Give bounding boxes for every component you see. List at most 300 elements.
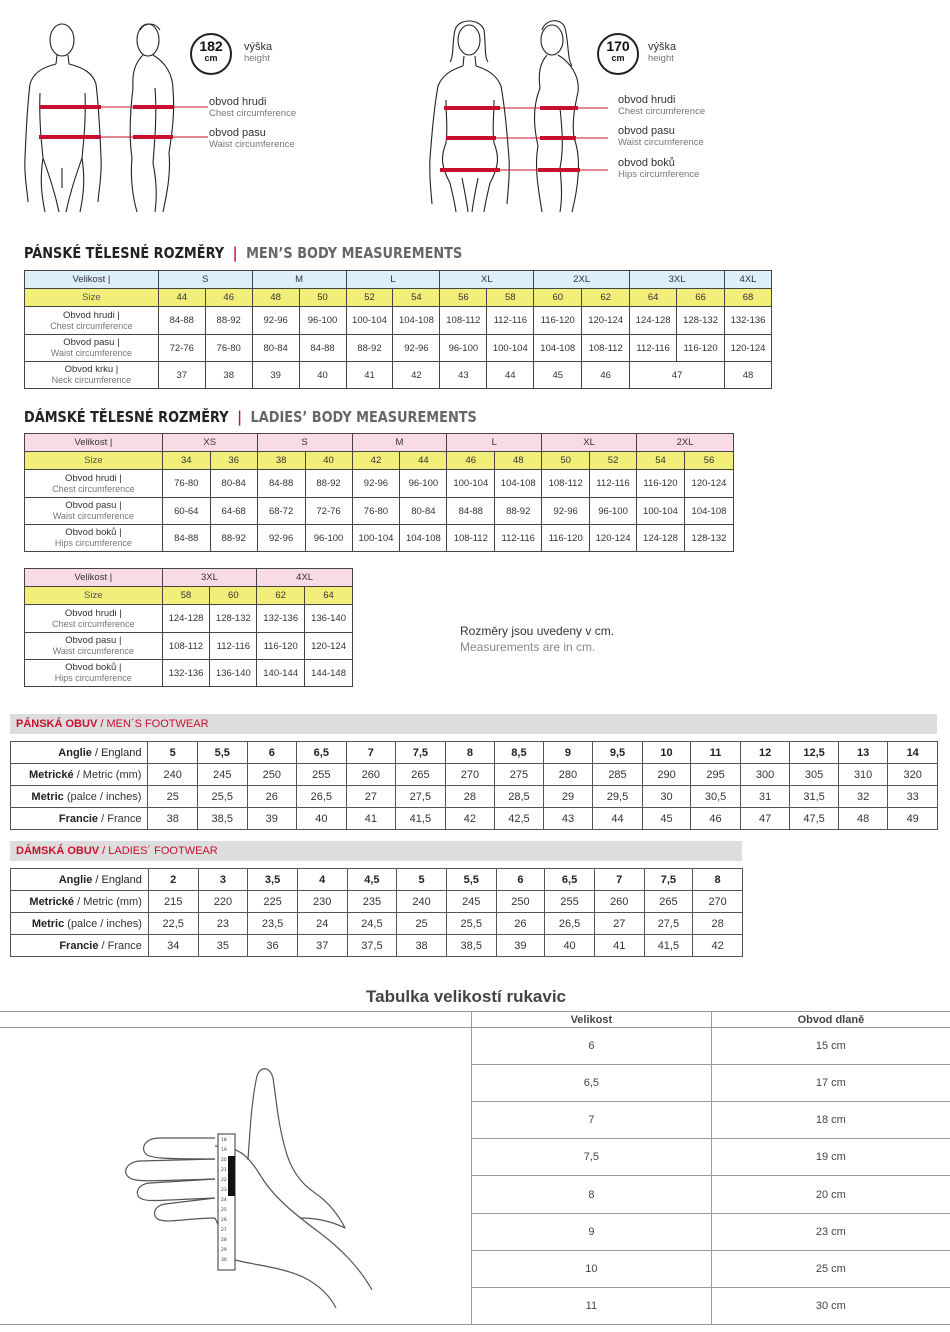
size-group: 4XL	[725, 271, 772, 289]
value-cell: 43	[440, 362, 487, 389]
ruler-mark: 23	[221, 1188, 227, 1193]
value-cell: 38	[205, 362, 252, 389]
footwear-cell: 260	[594, 891, 644, 913]
footwear-cell: 42	[693, 935, 743, 957]
women-chest-cz: obvod hrudi	[618, 94, 676, 106]
ruler-mark: 21	[221, 1168, 227, 1173]
value-cell: 100-104	[487, 335, 534, 362]
women-height-en: height	[648, 53, 674, 64]
value-cell: 84-88	[299, 335, 346, 362]
size-cell: 38	[257, 452, 305, 470]
value-cell: 60-64	[162, 498, 210, 525]
size-group: 4XL	[257, 569, 353, 587]
women-figure-illustration	[422, 18, 608, 214]
value-cell: 76-80	[205, 335, 252, 362]
value-cell: 120-124	[590, 525, 637, 552]
footwear-cell: 9,5	[593, 742, 643, 764]
footwear-cell: 7	[594, 869, 644, 891]
row-label-en: Chest circumference	[52, 483, 135, 494]
glove-palm-cell: 30 cm	[711, 1288, 950, 1325]
footwear-cell: 5,5	[198, 742, 248, 764]
footwear-row-label-bold: Anglie	[58, 873, 93, 886]
row-label	[25, 307, 159, 335]
footwear-cell: 12	[740, 742, 790, 764]
size-cell: 50	[542, 452, 590, 470]
footwear-cell: 33	[888, 786, 938, 808]
footwear-cell: 275	[495, 764, 544, 786]
value-cell: 144-148	[305, 660, 353, 687]
value-cell: 116-120	[534, 307, 582, 335]
value-cell: 64-68	[210, 498, 257, 525]
size-cell: 42	[352, 452, 400, 470]
footwear-cell: 5	[148, 742, 198, 764]
footwear-cell: 320	[888, 764, 938, 786]
footwear-cell: 7,5	[644, 869, 693, 891]
footwear-cell: 38	[397, 935, 447, 957]
value-cell: 124-128	[630, 307, 677, 335]
footwear-cell: 8	[693, 869, 743, 891]
footwear-cell: 280	[543, 764, 593, 786]
row-label-en: Waist circumference	[50, 348, 132, 358]
ladies-body-title-cz: DÁMSKÉ TĚLESNÉ ROZMĚRY	[24, 408, 229, 426]
value-cell: 68-72	[257, 498, 305, 525]
size-cell: 56	[684, 452, 733, 470]
footwear-cell: 6	[496, 869, 545, 891]
mens-footwear-header	[10, 714, 937, 734]
size-label: Size	[25, 289, 159, 307]
footwear-cell: 44	[593, 808, 643, 830]
women-height-badge	[597, 33, 639, 75]
footwear-cell: 5	[397, 869, 447, 891]
row-label-cz: Obvod krku |	[64, 364, 119, 375]
footwear-cell: 25,5	[446, 913, 496, 935]
footwear-row-label-bold: Metrické	[29, 895, 75, 908]
footwear-cell: 39	[247, 808, 297, 830]
value-cell: 100-104	[637, 498, 685, 525]
footwear-cell: 46	[691, 808, 741, 830]
footwear-cell: 47	[740, 808, 790, 830]
men-height-cz: výška	[244, 41, 273, 53]
footwear-cell: 245	[446, 891, 496, 913]
footwear-cell: 40	[545, 935, 595, 957]
size-cell: 54	[637, 452, 685, 470]
footwear-cell: 265	[644, 891, 693, 913]
value-cell: 96-100	[400, 470, 447, 498]
women-height-unit: cm	[611, 53, 625, 63]
size-cell: 54	[393, 289, 440, 307]
footwear-cell: 215	[148, 891, 198, 913]
gloves-table	[0, 1011, 950, 1325]
value-cell: 72-76	[158, 335, 205, 362]
footwear-cell: 270	[693, 891, 743, 913]
value-cell: 124-128	[637, 525, 685, 552]
footwear-cell: 38	[148, 808, 198, 830]
footwear-cell: 38,5	[198, 808, 248, 830]
footwear-cell: 47,5	[790, 808, 839, 830]
footwear-cell: 28	[693, 913, 743, 935]
row-label	[25, 660, 163, 687]
size-group: 2XL	[534, 271, 630, 289]
footwear-row-label-rest: (palce / inches)	[63, 790, 142, 803]
size-group: XL	[440, 271, 534, 289]
footwear-cell: 41	[594, 935, 644, 957]
footwear-cell: 220	[198, 891, 248, 913]
glove-palm-cell: 20 cm	[711, 1176, 950, 1214]
footwear-row-label	[11, 786, 148, 808]
footwear-cell: 24	[297, 913, 347, 935]
footwear-cell: 250	[496, 891, 545, 913]
men-body-title-en: MEN’S BODY MEASUREMENTS	[246, 244, 463, 262]
footwear-cell: 225	[248, 891, 298, 913]
men-waist-cz: obvod pasu	[209, 127, 266, 139]
size-cell: 34	[162, 452, 210, 470]
glove-size-cell: 6	[472, 1028, 712, 1065]
value-cell: 88-92	[205, 307, 252, 335]
footwear-cell: 27,5	[396, 786, 446, 808]
size-cell: 36	[210, 452, 257, 470]
footwear-row-label	[11, 869, 149, 891]
women-waist-cz: obvod pasu	[618, 125, 675, 137]
row-label	[25, 525, 163, 552]
footwear-cell: 235	[347, 891, 397, 913]
men-body-title-sep: |	[232, 244, 238, 262]
size-label: Size	[25, 452, 163, 470]
value-cell: 40	[299, 362, 346, 389]
value-cell: 120-124	[305, 633, 353, 660]
units-note-cz: Rozměry jsou uvedeny v cm.	[460, 624, 615, 638]
footwear-cell: 3	[198, 869, 248, 891]
footwear-cell: 295	[691, 764, 741, 786]
row-label-cz: Obvod hrudi |	[62, 309, 120, 321]
value-cell: 80-84	[400, 498, 447, 525]
footwear-cell: 10	[642, 742, 691, 764]
row-label-cz: Obvod hrudi |	[64, 607, 122, 619]
ladies-body-table-2	[24, 568, 353, 687]
footwear-cell: 30	[642, 786, 691, 808]
footwear-row-label	[11, 891, 149, 913]
size-cell: 66	[677, 289, 725, 307]
footwear-cell: 27,5	[644, 913, 693, 935]
value-cell: 136-140	[210, 660, 257, 687]
footwear-cell: 40	[297, 808, 347, 830]
men-height-unit: cm	[204, 53, 218, 63]
footwear-row-label-bold: Metrické	[29, 768, 74, 781]
footwear-row-label-rest: / Metric (mm)	[74, 895, 142, 908]
value-cell: 112-116	[590, 470, 637, 498]
men-height-en: height	[244, 53, 270, 64]
value-cell: 112-116	[495, 525, 542, 552]
gloves-col-size: Velikost	[472, 1012, 712, 1028]
footwear-cell: 31,5	[790, 786, 839, 808]
value-cell: 88-92	[346, 335, 393, 362]
value-cell: 92-96	[542, 498, 590, 525]
value-cell: 120-124	[582, 307, 630, 335]
value-cell: 120-124	[725, 335, 772, 362]
gloves-title: Tabulka velikostí rukavic	[366, 987, 566, 1006]
footwear-cell: 39	[496, 935, 545, 957]
value-cell: 120-124	[684, 470, 733, 498]
value-cell: 84-88	[162, 525, 210, 552]
value-cell: 104-108	[495, 470, 542, 498]
value-cell: 128-132	[684, 525, 733, 552]
glove-palm-cell: 19 cm	[711, 1139, 950, 1176]
footwear-cell: 12,5	[790, 742, 839, 764]
row-label-en: Chest circumference	[50, 320, 133, 331]
women-height-value: 170	[606, 38, 630, 54]
footwear-cell: 43	[543, 808, 593, 830]
footwear-cell: 29	[543, 786, 593, 808]
glove-palm-cell: 17 cm	[711, 1065, 950, 1102]
value-cell: 39	[252, 362, 299, 389]
ruler-mark: 22	[221, 1178, 227, 1183]
footwear-cell: 245	[198, 764, 248, 786]
value-cell: 47	[630, 362, 725, 389]
ladies-body-table	[24, 433, 734, 552]
value-cell: 92-96	[252, 307, 299, 335]
footwear-cell: 4,5	[347, 869, 397, 891]
value-cell: 108-112	[542, 470, 590, 498]
value-cell: 42	[393, 362, 440, 389]
footwear-cell: 31	[740, 786, 790, 808]
size-cell: 62	[257, 587, 305, 605]
value-cell: 92-96	[352, 470, 400, 498]
footwear-cell: 6	[247, 742, 297, 764]
value-cell: 37	[158, 362, 205, 389]
glove-size-cell: 7	[472, 1102, 712, 1139]
footwear-cell: 41,5	[396, 808, 446, 830]
row-label-cz: Obvod pasu |	[63, 337, 120, 348]
value-cell: 112-116	[630, 335, 677, 362]
footwear-cell: 24,5	[347, 913, 397, 935]
footwear-cell: 5,5	[446, 869, 496, 891]
ruler-mark: 19	[221, 1148, 227, 1153]
women-height-cz: výška	[648, 41, 677, 53]
ruler-mark: 25	[221, 1208, 227, 1213]
footwear-cell: 45	[642, 808, 691, 830]
footwear-cell: 14	[888, 742, 938, 764]
footwear-cell: 41	[346, 808, 396, 830]
mens-footwear-table	[10, 741, 938, 830]
ladies-footwear-header	[10, 841, 742, 861]
footwear-row-label	[11, 913, 149, 935]
footwear-cell: 26,5	[297, 786, 347, 808]
size-cell: 62	[582, 289, 630, 307]
row-label	[25, 470, 163, 498]
row-label-cz: Obvod hrudi |	[64, 472, 122, 484]
footwear-cell: 49	[888, 808, 938, 830]
size-group: XS	[162, 434, 257, 452]
size-cell: 64	[630, 289, 677, 307]
row-label	[25, 605, 163, 633]
footwear-cell: 25	[148, 786, 198, 808]
size-cell: 52	[590, 452, 637, 470]
row-label-cz: Obvod pasu |	[65, 635, 122, 646]
footwear-row-label-bold: Francie	[59, 939, 99, 952]
footwear-cell: 41,5	[644, 935, 693, 957]
footwear-cell: 27	[594, 913, 644, 935]
ruler-mark: 27	[221, 1228, 227, 1233]
size-cell: 64	[305, 587, 353, 605]
value-cell: 96-100	[299, 307, 346, 335]
ladies-footwear-title-en: / LADIES´ FOOTWEAR	[99, 845, 218, 857]
size-cell: 48	[495, 452, 542, 470]
value-cell: 48	[725, 362, 772, 389]
value-cell: 84-88	[158, 307, 205, 335]
footwear-row-label-rest: / France	[98, 939, 142, 952]
footwear-cell: 25	[397, 913, 447, 935]
value-cell: 88-92	[210, 525, 257, 552]
footwear-cell: 4	[297, 869, 347, 891]
value-cell: 96-100	[590, 498, 637, 525]
value-cell: 112-116	[210, 633, 257, 660]
footwear-cell: 28	[445, 786, 495, 808]
glove-size-cell: 8	[472, 1176, 712, 1214]
footwear-cell: 270	[445, 764, 495, 786]
size-group: XL	[542, 434, 637, 452]
value-cell: 80-84	[210, 470, 257, 498]
value-cell: 104-108	[534, 335, 582, 362]
mens-footwear-title-en: / MEN´S FOOTWEAR	[97, 718, 209, 730]
value-cell: 46	[582, 362, 630, 389]
footwear-cell: 7	[346, 742, 396, 764]
size-label: Size	[25, 587, 163, 605]
glove-size-cell: 7,5	[472, 1139, 712, 1176]
glove-size-cell: 11	[472, 1288, 712, 1325]
footwear-cell: 36	[248, 935, 298, 957]
ladies-footwear-title-cz: DÁMSKÁ OBUV	[16, 845, 100, 857]
footwear-row-label-bold: Metric	[31, 790, 64, 803]
value-cell: 132-136	[257, 605, 305, 633]
value-cell: 100-104	[352, 525, 400, 552]
size-cell: 44	[158, 289, 205, 307]
value-cell: 100-104	[447, 470, 495, 498]
size-group: S	[158, 271, 252, 289]
row-label-en: Neck circumference	[51, 375, 132, 385]
footwear-cell: 30,5	[691, 786, 741, 808]
gloves-empty-header	[0, 1012, 472, 1028]
value-cell: 108-112	[447, 525, 495, 552]
size-cell: 68	[725, 289, 772, 307]
ruler-mark: 20	[221, 1158, 227, 1163]
footwear-cell: 3,5	[248, 869, 298, 891]
row-label-en: Waist circumference	[52, 646, 134, 656]
value-cell: 100-104	[346, 307, 393, 335]
women-waist-en: Waist circumference	[618, 137, 704, 148]
value-cell: 116-120	[257, 633, 305, 660]
value-cell: 41	[346, 362, 393, 389]
gloves-col-palm: Obvod dlaně	[711, 1012, 950, 1028]
value-cell: 45	[534, 362, 582, 389]
men-height-label	[244, 41, 272, 64]
row-label-en: Hips circumference	[54, 673, 132, 683]
table-head-label: Velikost |	[25, 434, 163, 452]
footwear-cell: 27	[346, 786, 396, 808]
men-leader-lines	[190, 100, 208, 150]
men-figure-illustration	[15, 18, 190, 214]
value-cell: 116-120	[637, 470, 685, 498]
footwear-cell: 300	[740, 764, 790, 786]
footwear-row-label	[11, 935, 149, 957]
size-group: L	[346, 271, 440, 289]
ruler-mark: 28	[221, 1238, 227, 1243]
footwear-row-label-bold: Francie	[58, 812, 99, 825]
row-label-cz: Obvod boků |	[65, 662, 122, 673]
footwear-cell: 32	[838, 786, 888, 808]
men-chest-label	[209, 96, 296, 119]
women-height-label	[648, 41, 676, 64]
footwear-cell: 255	[297, 764, 347, 786]
footwear-row-label-rest: / England	[91, 746, 142, 759]
footwear-cell: 260	[346, 764, 396, 786]
value-cell: 116-120	[542, 525, 590, 552]
ladies-body-title	[24, 408, 477, 426]
value-cell: 108-112	[162, 633, 210, 660]
footwear-cell: 255	[545, 891, 595, 913]
ladies-body-title-sep: |	[237, 408, 242, 426]
size-group: M	[352, 434, 447, 452]
row-label-cz: Obvod pasu |	[65, 500, 122, 511]
ruler-mark: 24	[221, 1198, 227, 1203]
footwear-cell: 265	[396, 764, 446, 786]
footwear-cell: 48	[838, 808, 888, 830]
row-label	[25, 498, 163, 525]
women-hips-en: Hips circumference	[618, 169, 700, 180]
value-cell: 108-112	[582, 335, 630, 362]
footwear-cell: 285	[593, 764, 643, 786]
footwear-cell: 250	[247, 764, 297, 786]
men-waist-en: Waist circumference	[209, 139, 295, 150]
value-cell: 124-128	[162, 605, 210, 633]
footwear-cell: 13	[838, 742, 888, 764]
women-hips-label	[618, 157, 699, 180]
footwear-cell: 310	[838, 764, 888, 786]
value-cell: 132-136	[725, 307, 772, 335]
ladies-footwear-table	[10, 868, 743, 957]
hand-measure-illustration	[0, 1028, 471, 1324]
ruler-mark: 30	[221, 1258, 227, 1263]
men-chest-cz: obvod hrudi	[209, 96, 267, 108]
glove-palm-cell: 23 cm	[711, 1214, 950, 1251]
mens-footwear-title-cz: PÁNSKÁ OBUV	[16, 718, 98, 730]
footwear-cell: 8,5	[495, 742, 544, 764]
footwear-cell: 42	[445, 808, 495, 830]
footwear-cell: 26	[496, 913, 545, 935]
ruler-mark: 29	[221, 1248, 227, 1253]
value-cell: 116-120	[677, 335, 725, 362]
footwear-cell: 290	[642, 764, 691, 786]
footwear-cell: 230	[297, 891, 347, 913]
row-label-cz: Obvod boků |	[65, 527, 122, 538]
value-cell: 108-112	[440, 307, 487, 335]
footwear-cell: 240	[148, 764, 198, 786]
footwear-cell: 240	[397, 891, 447, 913]
value-cell: 44	[487, 362, 534, 389]
gloves-hand-illustration-cell	[0, 1028, 472, 1325]
footwear-cell: 34	[148, 935, 198, 957]
women-hips-cz: obvod boků	[618, 157, 675, 169]
size-cell: 48	[252, 289, 299, 307]
row-label	[25, 335, 159, 362]
men-waist-label	[209, 127, 295, 150]
footwear-cell: 25,5	[198, 786, 248, 808]
row-label	[25, 633, 163, 660]
table-head-label: Velikost |	[25, 271, 159, 289]
footwear-row-label-rest: (palce / inches)	[64, 917, 142, 930]
glove-size-cell: 6,5	[472, 1065, 712, 1102]
value-cell: 128-132	[210, 605, 257, 633]
footwear-row-label-bold: Anglie	[58, 746, 92, 759]
value-cell: 88-92	[495, 498, 542, 525]
